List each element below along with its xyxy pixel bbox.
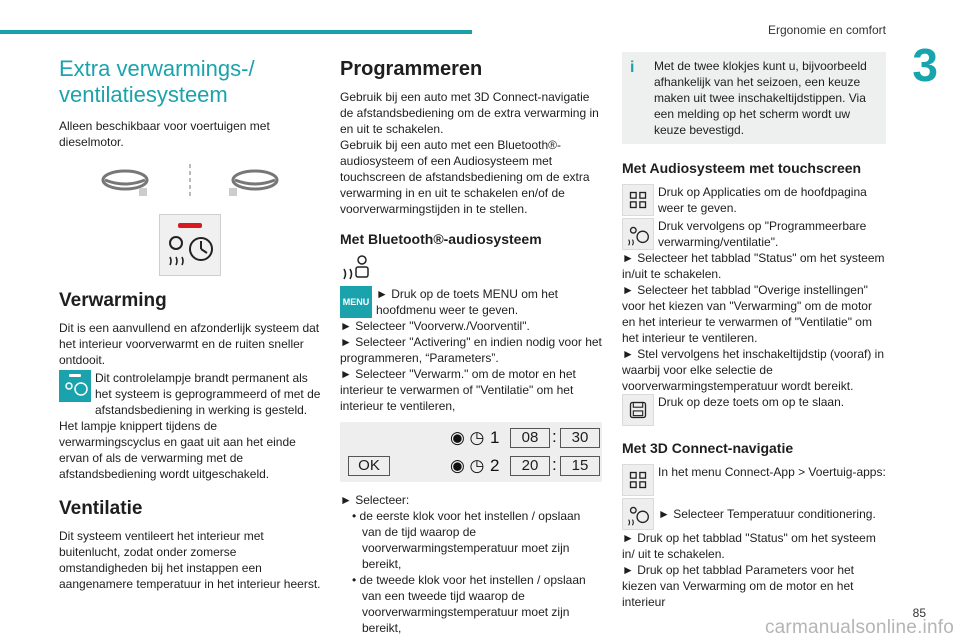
- clock-2-label: 2: [490, 456, 500, 475]
- step-activering: ► Selecteer "Activering" en indien nodig voor het programmeren, “Parameters”.: [340, 335, 602, 365]
- column-right: [622, 52, 886, 610]
- step-verwarm: ► Selecteer "Verwarm." om de motor en het interieur te verwarmen of "Ventilatie" om het interieur te ventileren,: [340, 367, 576, 413]
- header-bar: [0, 30, 472, 34]
- touch-step-programmeerbare: Druk vervolgens op "Programmeerbare verwarming/ventilatie".: [658, 219, 867, 249]
- info-box: [622, 52, 886, 144]
- heater-lamp-small-icon: [59, 370, 91, 402]
- page-number: 85: [912, 606, 926, 620]
- page-title: Extra verwarmings-/ ventilatiesysteem: [59, 56, 255, 107]
- menu-button-icon: MENU: [340, 286, 372, 318]
- nav-step-status: ► Druk op het tabblad "Status" om het systeem in/ uit te schakelen.: [622, 531, 876, 561]
- heater-settings-icon: [340, 255, 372, 281]
- verwarming-paragraph-2: Dit controlelampje brandt permanent als het systeem is geprogrammeerd of met de afstandsbediening in werking is gesteld.: [95, 371, 321, 417]
- touch-step-applicaties: Druk op Applicaties om de hoofdpagina weer te geven.: [658, 185, 867, 215]
- column-middle: [340, 52, 602, 636]
- clock-1-symbol: ◉ ◷: [450, 428, 485, 447]
- touch-step-inschakeltijdstip: ► Stel vervolgens het inschakeltijdstip (vooraf) in waarbij voor elke selectie de voorverwarmingstemperatuur wordt bereikt.: [622, 347, 884, 393]
- applications-grid-icon: [622, 184, 654, 216]
- heater-warning-lamp-icon: [159, 214, 221, 276]
- clock-2-hours: 20: [510, 456, 550, 476]
- step-menu: ► Druk op de toets MENU om het hoofdmenu weer te geven.: [376, 287, 558, 317]
- verwarming-heading: Verwarming: [59, 290, 167, 311]
- programmeren-heading: Programmeren: [340, 58, 483, 80]
- section-title: Ergonomie en comfort: [767, 23, 886, 37]
- step-voorverw: ► Selecteer "Voorverw./Voorventil".: [340, 319, 530, 333]
- ventilatie-heading: Ventilatie: [59, 498, 143, 519]
- nav-step-temperatuur: ► Selecteer Temperatuur conditionering.: [658, 507, 876, 521]
- programmable-heating-icon: [622, 218, 654, 250]
- verwarming-paragraph-3: Het lampje knippert tijdens de verwarmingscyclus en gaat uit aan het einde ervan of als de verwarming met de afstandsbediening wordt uitgeschakeld.: [59, 419, 296, 481]
- connect-app-grid-icon: [622, 464, 654, 496]
- touch-step-status: ► Selecteer het tabblad "Status" om het systeem in/uit te schakelen.: [622, 251, 885, 281]
- programmeren-paragraph-1: Gebruik bij een auto met 3D Connect-navigatie de afstandsbediening om de extra verwarming in en uit te schakelen.: [340, 90, 599, 136]
- ventilatie-paragraph: Dit systeem ventileert het interieur met buitenlucht, zodat onder zomerse omstandigheden bij het instappen een aangenamere temperatuur in het interieur heerst.: [59, 529, 321, 591]
- clock-2-symbol: ◉ ◷: [450, 456, 485, 475]
- clock-2-colon: :: [552, 455, 557, 474]
- touch-step-overige: ► Selecteer het tabblad "Overige instellingen" voor het kiezen van "Verwarming" om de motor en het interieur te verwarmen of "Ventilatie" om het interieur te ventileren.: [622, 283, 872, 345]
- touchscreen-heading: Met Audiosysteem met touchscreen: [622, 160, 862, 176]
- clock-1-minutes: 30: [560, 428, 600, 448]
- intro-text: Alleen beschikbaar voor voertuigen met dieselmotor.: [59, 119, 270, 149]
- temperature-conditioning-icon: [622, 498, 654, 530]
- steering-wheel-icon: [59, 162, 321, 208]
- nav-step-menu: In het menu Connect-App > Voertuig-apps:: [658, 465, 886, 479]
- clock-1-hours: 08: [510, 428, 550, 448]
- watermark: carmanualsonline.info: [764, 617, 954, 638]
- navigatie-heading: Met 3D Connect-navigatie: [622, 440, 794, 456]
- info-icon: i: [630, 59, 635, 76]
- bullet-second-clock: • de tweede klok voor het instellen / opslaan van een tweede tijd waarop de voorverwarmingstemperatuur moet zijn bereikt,: [352, 573, 586, 635]
- bluetooth-heading: Met Bluetooth®-audiosysteem: [340, 231, 542, 247]
- clock-1-label: 1: [490, 428, 500, 447]
- steering-wheel-figure: [59, 162, 321, 208]
- clock-1-colon: :: [552, 427, 557, 446]
- bullet-first-clock: • de eerste klok voor het instellen / opslaan van de tijd waarop de voorverwarmingstemperatuur moet zijn bereikt,: [352, 509, 581, 571]
- step-selecteer: ► Selecteer:: [340, 493, 410, 507]
- touch-step-opslaan: Druk op deze toets om op te slaan.: [658, 395, 845, 409]
- verwarming-paragraph-1: Dit is een aanvullend en afzonderlijk systeem dat het interieur voorverwarmt en de ruiten sneller ontdooit.: [59, 321, 320, 367]
- info-text: Met de twee klokjes kunt u, bijvoorbeeld afhankelijk van het seizoen, een keuze maken uit twee inschakeltijdstippen. Via een melding op het scherm wordt uw keuze bevestigd.: [654, 59, 867, 137]
- programmeren-paragraph-2: Gebruik bij een auto met een Bluetooth®-audiosysteem of een Audiosysteem met touchscreen de afstandsbediening om de extra verwarming in en uit te schakelen en/of de voorverwarmingstijden in te stellen.: [340, 138, 590, 216]
- nav-step-parameters: ► Druk op het tabblad Parameters voor het kiezen van Verwarming om de motor en het interieur: [622, 563, 854, 609]
- column-left: [59, 52, 321, 592]
- clock-2-minutes: 15: [560, 456, 600, 476]
- ok-button[interactable]: OK: [348, 456, 390, 476]
- timer-display: [340, 422, 602, 482]
- chapter-number: 3: [912, 39, 938, 91]
- save-icon: [622, 394, 654, 426]
